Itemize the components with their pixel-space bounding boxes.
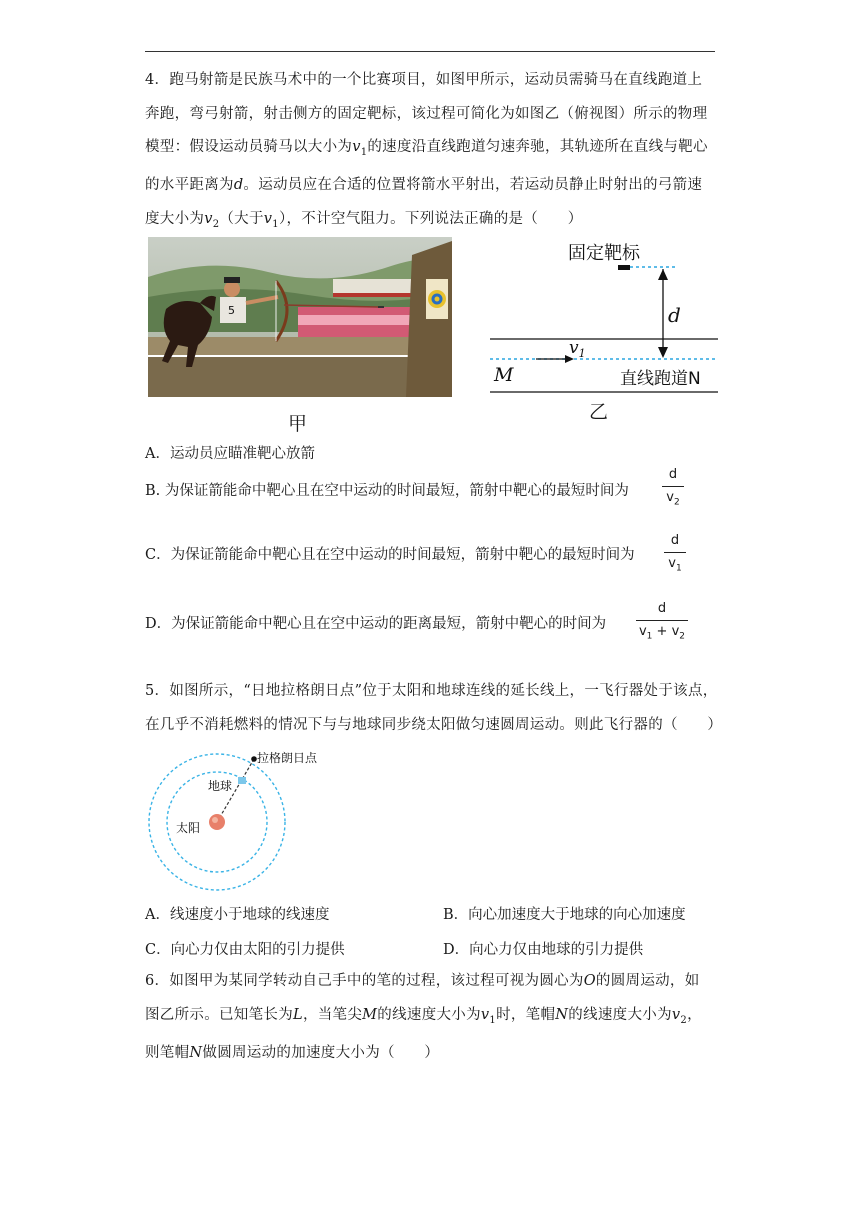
photo-illustration bbox=[148, 237, 452, 397]
sun-label: 太阳 bbox=[176, 821, 201, 835]
q4-option-d: D．为保证箭能命中靶心且在空中运动的距离最短，箭射中靶心的时间为 bbox=[145, 616, 607, 632]
d-arrow-head-top bbox=[658, 269, 668, 280]
q4-option-b: B. 为保证箭能命中靶心且在空中运动的时间最短，箭射中靶心的最短时间为 bbox=[145, 483, 629, 499]
v1-label: $v_1$ bbox=[569, 338, 586, 360]
q4-stem bbox=[145, 64, 720, 241]
earth-label: 地球 bbox=[208, 779, 233, 793]
lagrange-point-icon bbox=[251, 756, 257, 762]
q5-option-b: B．向心加速度大于地球的向心加速度 bbox=[443, 907, 686, 923]
q4-frac-c: d $v_1$ bbox=[664, 532, 686, 578]
q5-line2: 在几乎不消耗燃料的情况下与与地球同步绕太阳做匀速圆周运动。则此飞行器的（ ） bbox=[145, 716, 723, 733]
d-arrow-head-bottom bbox=[658, 347, 668, 358]
track-label: 直线跑道N bbox=[620, 369, 701, 389]
lagrange-diagram bbox=[146, 742, 346, 892]
q4-line3: 模型：假设运动员骑马以大小为$v_1$的速度沿直线跑道匀速奔驰，其轨迹所在直线与靶心 bbox=[145, 139, 708, 158]
q4-option-c: C．为保证箭能命中靶心且在空中运动的时间最短，箭射中靶心的最短时间为 bbox=[145, 547, 635, 563]
fig-yi-caption: 乙 bbox=[589, 401, 609, 423]
m-label: M bbox=[494, 364, 514, 386]
lagrange-label: 拉格朗日点 bbox=[257, 751, 318, 765]
header-rule bbox=[145, 51, 715, 52]
q4-option-a: A．运动员应瞄准靶心放箭 bbox=[145, 446, 315, 462]
target-label: 固定靶标 bbox=[568, 243, 640, 264]
q5-stem bbox=[145, 675, 723, 742]
q5-line1: 5．如图所示，“日地拉格朗日点”位于太阳和地球连线的延长线上，一飞行器处于该点， bbox=[145, 683, 718, 699]
q4-line1: 4．跑马射箭是民族马术中的一个比赛项目，如图甲所示，运动员需骑马在直线跑道上 bbox=[145, 72, 703, 88]
q6-line1: 6．如图甲为某同学转动自己手中的笔的过程，该过程可视为圆心为O的圆周运动，如 bbox=[145, 973, 700, 989]
earth-icon bbox=[238, 777, 246, 784]
q6-line2: 图乙所示。已知笔长为L，当笔尖M的线速度大小为$v_1$时，笔帽N的线速度大小为$v_2$， bbox=[145, 1006, 702, 1026]
q4-frac-d: d $v_1 + v_2$ bbox=[636, 600, 688, 646]
horseback-archery-photo bbox=[148, 237, 452, 397]
svg-text:5: 5 bbox=[228, 304, 235, 317]
q4-line2: 奔跑，弯弓射箭，射击侧方的固定靶标，该过程可简化为如图乙（俯视图）所示的物理 bbox=[145, 105, 708, 122]
q6-line3: 则笔帽N做圆周运动的加速度大小为（ ） bbox=[145, 1044, 440, 1061]
q4-line4: 的水平距离为d。运动员应在合适的位置将箭水平射出，若运动员静止时射出的弓箭速 bbox=[145, 177, 703, 194]
target-marker bbox=[618, 265, 630, 270]
q5-option-d: D．向心力仅由地球的引力提供 bbox=[443, 942, 644, 958]
q5-option-c: C．向心力仅由太阳的引力提供 bbox=[145, 942, 345, 958]
d-label: d bbox=[668, 303, 681, 327]
q6-stem bbox=[145, 965, 720, 1070]
q4-frac-b: d $v_2$ bbox=[662, 466, 684, 512]
fig-jia-caption: 甲 bbox=[288, 413, 308, 435]
q5-option-a: A．线速度小于地球的线速度 bbox=[145, 907, 330, 923]
q4-line5: 度大小为$v_2$（大于$v_1$），不计空气阻力。下列说法正确的是（ ） bbox=[145, 210, 583, 230]
